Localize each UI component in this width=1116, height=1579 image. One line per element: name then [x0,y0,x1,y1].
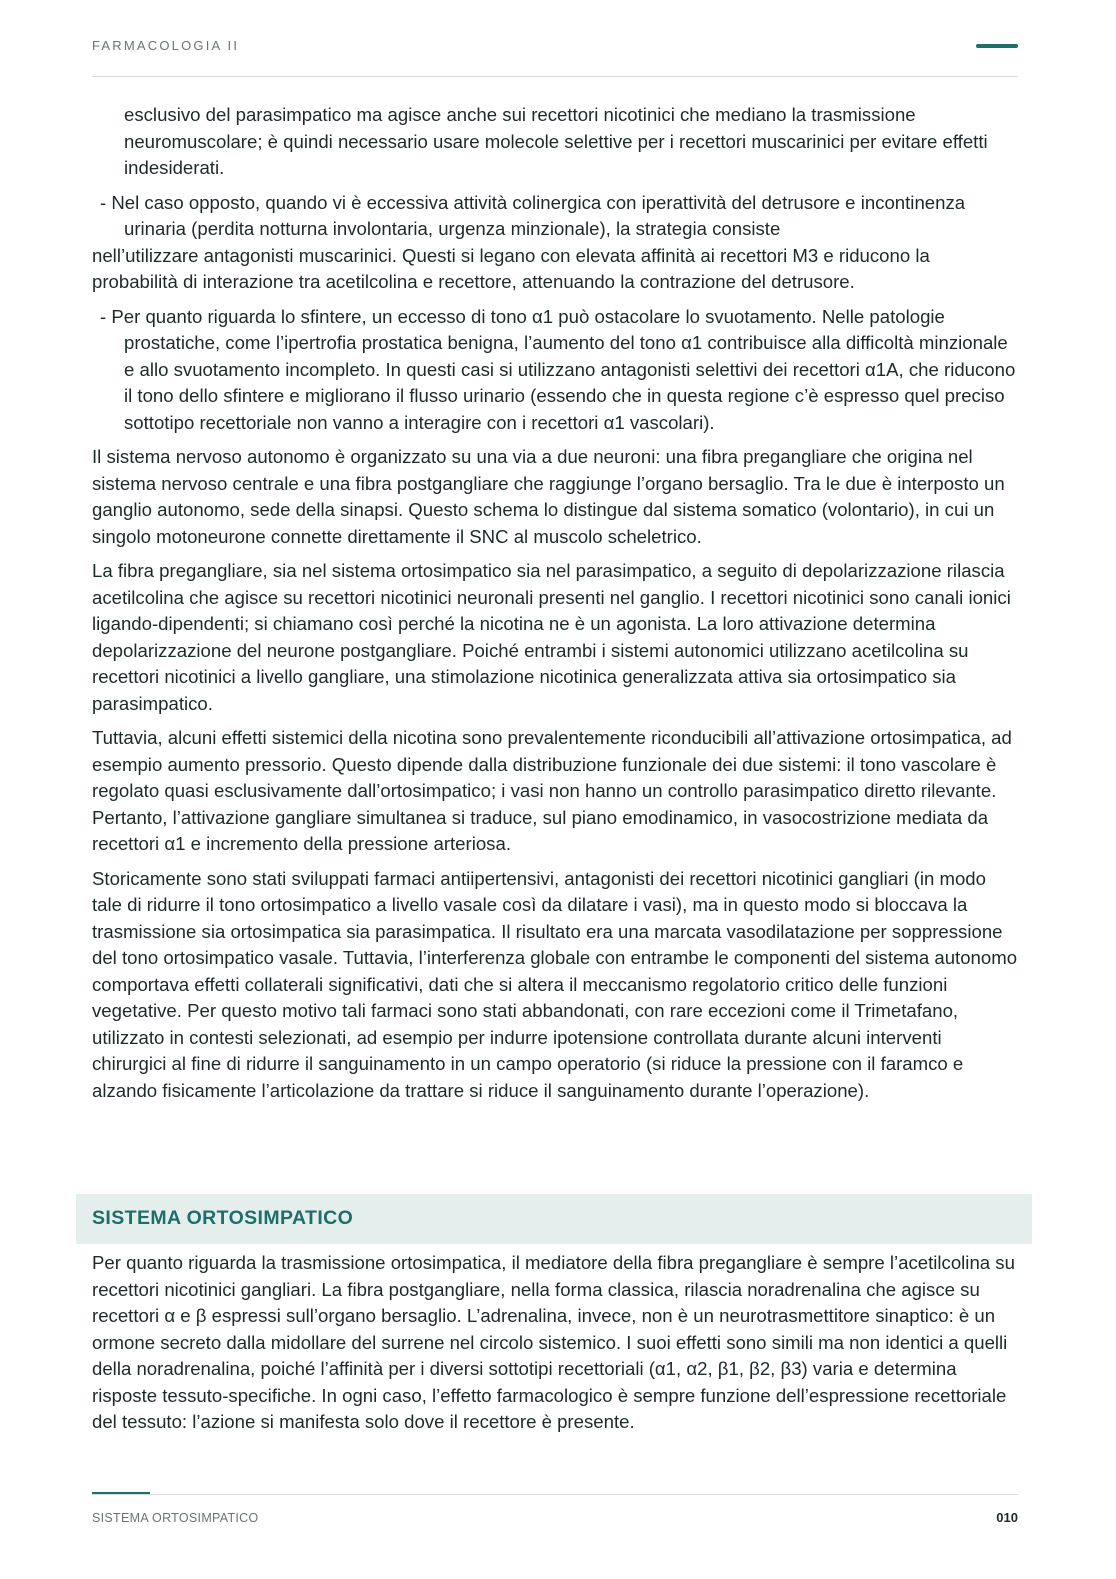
footer-section-title: SISTEMA ORTOSIMPATICO [92,1511,259,1525]
paragraph: Il sistema nervoso autonomo è organizzato su una via a due neuroni: una fibra pregangliare che origina nel sistema nervoso centrale e una fibra postgangliare che raggiunge l’organo bersaglio. Tra le due è interposto un ganglio autonomo, sede della sinapsi. Questo schema lo distingue dal sistema somatico (volontario), in cui un singolo motoneurone connette direttamente il SNC al muscolo scheletrico. [92,446,1005,547]
page-header [92,36,1018,77]
paragraph: esclusivo del parasimpatico ma agisce anche sui recettori nicotinici che mediano la trasmissione neuromuscolare; è quindi necessario usare molecole selettive per i recettori muscarinici per evitare effetti indesiderati. [124,104,988,178]
paragraph: Per quanto riguarda la trasmissione ortosimpatica, il mediatore della fibra pregangliare è sempre l’acetilcolina su recettori nicotinici gangliari. La fibra postgangliare, nella forma classica, rilascia noradrenalina che agisce su recettori α e β espressi sull’organo bersaglio. L’adrenalina, invece, non è un neurotrasmettitore sinaptico: è un ormone secreto dalla midollare del surrene nel circolo sistemico. I suoi effetti sono simili ma non identici a quelli della noradrenalina, poiché l’affinità per i diversi sottotipi recettoriali (α1, α2, β1, β2, β3) varia e determina risposte tessuto-specifiche. In ogni caso, l’effetto farmacologico è sempre funzione dell’espressione recettoriale del tessuto: l’azione si manifesta solo dove il recettore è presente. [92,1252,1015,1432]
footer-divider [92,1494,1018,1495]
section-heading [76,1194,1032,1244]
paragraph: Tuttavia, alcuni effetti sistemici della nicotina sono prevalentemente riconducibili all’attivazione ortosimpatica, ad esempio aumento pressorio. Questo dipende dalla distribuzione funzionale dei due sistemi: il tono vascolare è regolato quasi esclusivamente dall’ortosimpatico; i vasi non hanno un controllo parasimpatico diretto rilevante. Pertanto, l’attivazione gangliare simultanea si traduce, sul piano emodinamico, in vasocostrizione mediata da recettori α1 e incremento della pressione arteriosa. [92,727,1012,854]
header-title: FARMACOLOGIA II [92,38,240,53]
page-number: 010 [996,1510,1018,1525]
body-text-bottom [92,1250,1020,1436]
list-item: - Nel caso opposto, quando vi è eccessiva attività colinergica con iperattività del detrusore e incontinenza urinaria (perdita notturna involontaria, urgenza minzionale), la strategia consiste [100,191,966,239]
paragraph: Storicamente sono stati sviluppati farmaci antiipertensivi, antagonisti dei recettori nicotinici gangliari (in modo tale di ridurre il tono ortosimpatico a livello vasale così da dilatare i vasi), ma in questo modo si bloccava la trasmissione sia ortosimpatica sia parasimpatica. Il risultato era una marcata vasodilatazione per soppressione del tono ortosimpatico vasale. Tuttavia, l’interferenza globale con entrambe le componenti del sistema autonomo comportava effetti collaterali significativi, dati che si altera il meccanismo regolatorio critico delle funzioni vegetative. Per questo motivo tali farmaci sono stati abbandonati, con rare eccezioni come il Trimetafano, utilizzato in contesti selezionati, ad esempio per indurre ipotensione controllata durante alcuni interventi chirurgici al fine di ridurre il sanguinamento in un campo operatorio (si riduce la pressione con il faramco e alzando fisicamente l’articolazione da trattare si riduce il sanguinamento durante l’operazione). [92,867,1018,1101]
section-heading-text: SISTEMA ORTOSIMPATICO [92,1207,354,1229]
list-item: - Per quanto riguarda lo sfintere, un eccesso di tono α1 può ostacolare lo svuotamento. Nelle patologie prostatiche, come l’ipertrofia prostatica benigna, l’aumento del tono α1 contribuisce alla difficoltà minzionale e allo svuotamento incompleto. In questi casi si utilizzano antagonisti selettivi dei recettori α1A, che riducono il tono dello sfintere e migliorano il flusso urinario (essendo che in questa regione c’è espresso quel preciso sottotipo recettoriale non vanno a interagire con i recettori α1 vascolari). [100,305,1016,433]
footer-accent-bar [92,1492,150,1494]
header-accent-bar [976,44,1018,48]
paragraph: La fibra pregangliare, sia nel sistema ortosimpatico sia nel parasimpatico, a seguito di depolarizzazione rilascia acetilcolina che agisce su recettori nicotinici neuronali presenti nel ganglio. I recettori nicotinici sono canali ionici ligando-dipendenti; si chiamano così perché la nicotina ne è un agonista. La loro attivazione determina depolarizzazione del neurone postgangliare. Poiché entrambi i sistemi autonomici utilizzano acetilcolina su recettori nicotinici a livello gangliare, una stimolazione nicotinica generalizzata attiva sia ortosimpatico sia parasimpatico. [92,560,1011,714]
body-text-top [92,102,1020,1112]
paragraph: nell’utilizzare antagonisti muscarinici. Questi si legano con elevata affinità ai recettori M3 e riducono la probabilità di interazione tra acetilcolina e recettore, attenuando la contrazione del detrusore. [92,244,930,292]
